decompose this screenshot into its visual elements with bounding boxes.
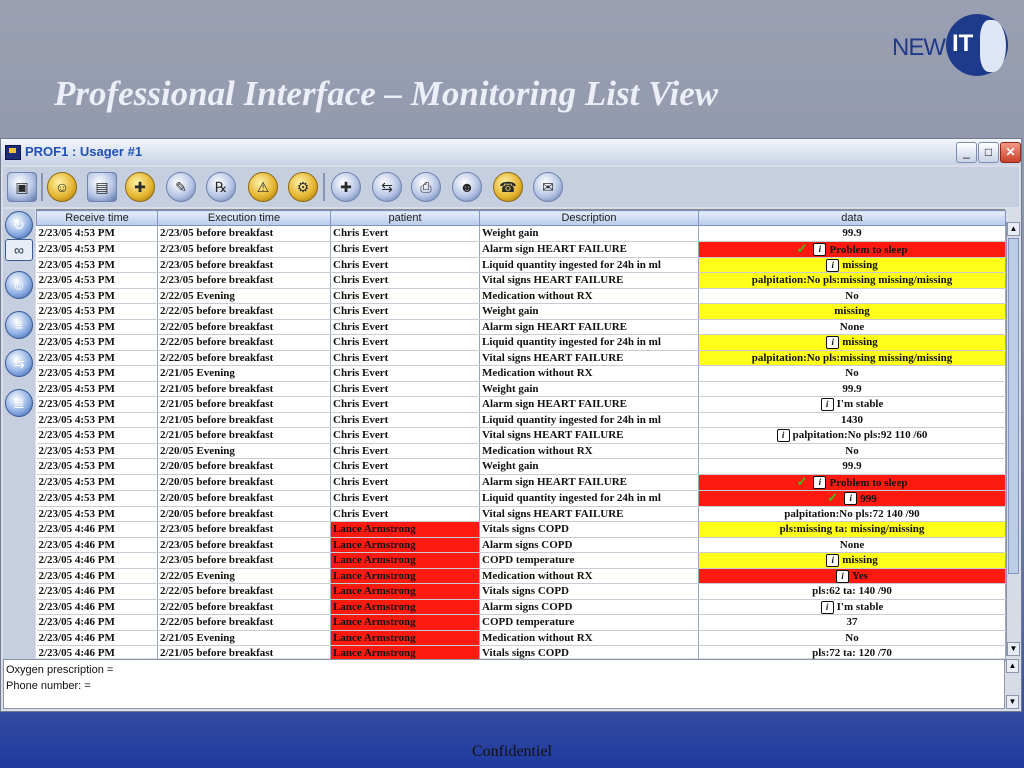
data-value: missing [842, 336, 878, 349]
description-cell: Medication without RX [480, 366, 699, 382]
description-cell: Alarm signs COPD [480, 599, 699, 615]
prescription-icon[interactable]: ℞ [206, 172, 236, 202]
patient-cell: Chris Evert [331, 412, 480, 428]
receive-time-cell: 2/23/05 4:46 PM [37, 553, 158, 569]
data-value: pls:missing ta: missing/missing [779, 523, 925, 536]
data-cell [699, 335, 1006, 351]
table-row[interactable] [37, 584, 1006, 600]
table-row[interactable] [37, 304, 1006, 320]
receive-time-cell: 2/23/05 4:46 PM [37, 584, 158, 600]
patient-cell: Chris Evert [331, 459, 480, 475]
oxygen-prescription-line: Oxygen prescription = [6, 664, 114, 676]
execution-time-cell: 2/21/05 before breakfast [158, 397, 331, 413]
execution-time-cell: 2/23/05 before breakfast [158, 553, 331, 569]
execution-time-cell: 2/20/05 Evening [158, 443, 331, 459]
injection-icon[interactable]: ✎ [166, 172, 196, 202]
patient-cell: Chris Evert [331, 304, 480, 320]
data-value: None [839, 538, 865, 551]
receive-time-cell: 2/23/05 4:53 PM [37, 443, 158, 459]
table-row[interactable] [37, 226, 1006, 242]
scroll-up-icon[interactable]: ▲ [1006, 659, 1019, 673]
execution-time-cell: 2/22/05 before breakfast [158, 584, 331, 600]
receive-time-cell: 2/23/05 4:46 PM [37, 522, 158, 538]
table-row[interactable] [37, 257, 1006, 273]
table-row[interactable] [37, 288, 1006, 304]
description-cell: Alarm signs COPD [480, 537, 699, 553]
window-titlebar[interactable] [1, 139, 1021, 165]
data-value: missing [842, 258, 878, 271]
execution-time-cell: 2/21/05 before breakfast [158, 381, 331, 397]
maximize-button[interactable]: □ [978, 142, 999, 163]
table-row[interactable] [37, 366, 1006, 382]
patient-cell: Lance Armstrong [331, 599, 480, 615]
data-cell [699, 288, 1006, 304]
toolbar-separator [41, 173, 43, 201]
logo-mark: IT [952, 30, 974, 57]
execution-time-cell: 2/21/05 before breakfast [158, 646, 331, 662]
execution-time-cell: 2/21/05 Evening [158, 630, 331, 646]
receive-time-cell: 2/23/05 4:53 PM [37, 304, 158, 320]
table-row[interactable] [37, 443, 1006, 459]
data-value: 37 [846, 616, 858, 629]
data-value: No [845, 631, 859, 644]
info-icon[interactable]: i [821, 398, 834, 411]
table-row[interactable] [37, 350, 1006, 366]
close-button[interactable]: ✕ [1000, 142, 1021, 163]
receive-time-cell: 2/23/05 4:46 PM [37, 599, 158, 615]
printer-icon[interactable]: ⎙ [411, 172, 441, 202]
description-cell: Alarm sign HEART FAILURE [480, 474, 699, 490]
data-cell [699, 366, 1006, 382]
data-value: No [845, 289, 859, 302]
scroll-thumb[interactable] [1008, 238, 1019, 574]
receive-time-cell: 2/23/05 4:53 PM [37, 273, 158, 289]
patient-cell: Chris Evert [331, 474, 480, 490]
receive-time-cell: 2/23/05 4:53 PM [37, 412, 158, 428]
info-icon[interactable]: i [836, 570, 849, 583]
data-cell [699, 381, 1006, 397]
data-value: 999 [860, 492, 877, 505]
data-cell [699, 568, 1006, 584]
receive-time-cell: 2/23/05 4:53 PM [37, 241, 158, 257]
execution-time-cell: 2/23/05 before breakfast [158, 537, 331, 553]
execution-time-cell: 2/20/05 before breakfast [158, 459, 331, 475]
patient-cell: Chris Evert [331, 366, 480, 382]
receive-time-cell: 2/23/05 4:53 PM [37, 381, 158, 397]
app-icon [5, 145, 21, 160]
column-header-patient[interactable]: patient [331, 211, 480, 226]
users-icon[interactable]: ☻ [452, 172, 482, 202]
execution-time-cell: 2/22/05 before breakfast [158, 350, 331, 366]
patient-cell: Lance Armstrong [331, 568, 480, 584]
detail-scrollbar[interactable] [1006, 659, 1020, 709]
clipboard-icon[interactable]: ▤ [87, 172, 117, 202]
doctor-icon[interactable]: ☺ [47, 172, 77, 202]
receive-time-cell: 2/23/05 4:46 PM [37, 568, 158, 584]
patient-cell: Chris Evert [331, 381, 480, 397]
patient-cell: Lance Armstrong [331, 646, 480, 662]
execution-time-cell: 2/22/05 before breakfast [158, 615, 331, 631]
data-value: Yes [852, 569, 868, 582]
execution-time-cell: 2/22/05 Evening [158, 568, 331, 584]
column-header-receive-time[interactable]: Receive time [37, 211, 158, 226]
patient-cell: Lance Armstrong [331, 630, 480, 646]
patient-cell: Chris Evert [331, 288, 480, 304]
minimize-button[interactable]: _ [956, 142, 977, 163]
description-cell: Vitals signs COPD [480, 646, 699, 662]
execution-time-cell: 2/23/05 before breakfast [158, 522, 331, 538]
info-icon[interactable]: i [813, 476, 826, 489]
patient-cell: Chris Evert [331, 397, 480, 413]
table-row[interactable] [37, 522, 1006, 538]
description-cell: Weight gain [480, 226, 699, 242]
data-cell [699, 226, 1006, 242]
execution-time-cell: 2/21/05 before breakfast [158, 412, 331, 428]
scroll-down-icon[interactable]: ▼ [1006, 695, 1019, 709]
data-cell [699, 506, 1006, 522]
description-cell: Vital signs HEART FAILURE [480, 350, 699, 366]
data-value: Problem to sleep [829, 476, 908, 489]
description-cell: Weight gain [480, 381, 699, 397]
toolbar [3, 167, 1019, 207]
data-value: palpitation:No pls:missing missing/missing [751, 351, 953, 364]
patient-cell: Chris Evert [331, 490, 480, 506]
hospital-icon[interactable]: ✚ [331, 172, 361, 202]
data-cell [699, 257, 1006, 273]
logo-word: NEW [892, 34, 945, 61]
description-cell: Vitals signs COPD [480, 584, 699, 600]
receive-time-cell: 2/23/05 4:53 PM [37, 288, 158, 304]
scroll-up-icon[interactable]: ▲ [1007, 222, 1020, 236]
receive-time-cell: 2/23/05 4:46 PM [37, 537, 158, 553]
execution-time-cell: 2/23/05 before breakfast [158, 273, 331, 289]
network-icon[interactable]: ⇆ [372, 172, 402, 202]
table-row[interactable] [37, 568, 1006, 584]
description-cell: Medication without RX [480, 443, 699, 459]
data-value: I'm stable [836, 398, 884, 411]
info-icon[interactable]: i [813, 243, 826, 256]
patient-cell: Chris Evert [331, 428, 480, 444]
data-value: No [845, 367, 859, 380]
execution-time-cell: 2/22/05 before breakfast [158, 335, 331, 351]
description-cell: Alarm sign HEART FAILURE [480, 319, 699, 335]
data-cell [699, 490, 1006, 506]
patient-cell: Chris Evert [331, 350, 480, 366]
data-cell [699, 273, 1006, 289]
stack-icon[interactable]: ≣ [5, 389, 33, 417]
receive-time-cell: 2/23/05 4:53 PM [37, 366, 158, 382]
column-header-execution-time[interactable]: Execution time [158, 211, 331, 226]
refresh-icon[interactable]: ↻ [5, 211, 33, 239]
receive-time-cell: 2/23/05 4:46 PM [37, 615, 158, 631]
data-cell [699, 319, 1006, 335]
data-value: No [845, 444, 859, 457]
patient-cell: Chris Evert [331, 506, 480, 522]
description-cell: Liquid quantity ingested for 24h in ml [480, 490, 699, 506]
nurse-icon[interactable]: ✚ [125, 172, 155, 202]
table-row[interactable] [37, 335, 1006, 351]
column-header-data[interactable]: data [699, 211, 1006, 226]
toolbar-separator [323, 173, 325, 201]
column-header-description[interactable]: Description [480, 211, 699, 226]
receive-time-cell: 2/23/05 4:46 PM [37, 630, 158, 646]
receive-time-cell: 2/23/05 4:46 PM [37, 646, 158, 662]
table-row[interactable] [37, 241, 1006, 257]
execution-time-cell: 2/20/05 before breakfast [158, 490, 331, 506]
patient-cell: Lance Armstrong [331, 522, 480, 538]
info-icon[interactable]: i [826, 336, 839, 349]
data-value: palpitation:No pls:92 110 /60 [792, 429, 928, 442]
receive-time-cell: 2/23/05 4:53 PM [37, 226, 158, 242]
description-cell: Vital signs HEART FAILURE [480, 506, 699, 522]
receive-time-cell: 2/23/05 4:53 PM [37, 459, 158, 475]
data-value: missing [834, 305, 870, 318]
data-value: palpitation:No pls:missing missing/missing [751, 274, 953, 287]
data-cell [699, 397, 1006, 413]
table-row[interactable] [37, 319, 1006, 335]
data-cell [699, 304, 1006, 320]
description-cell: COPD temperature [480, 615, 699, 631]
info-icon[interactable]: i [777, 429, 790, 442]
sidebar [3, 209, 35, 709]
data-value: None [839, 320, 865, 333]
nurse-settings-icon[interactable]: ⚙ [288, 172, 318, 202]
monitoring-table [36, 209, 1005, 658]
data-cell [699, 584, 1006, 600]
patient-cell: Chris Evert [331, 226, 480, 242]
info-icon[interactable]: i [826, 554, 839, 567]
table-row[interactable] [37, 630, 1006, 646]
patient-cell: Lance Armstrong [331, 615, 480, 631]
table-body [37, 226, 1006, 662]
data-value: 99.9 [842, 460, 862, 473]
data-value: palpitation:No pls:72 140 /90 [784, 507, 920, 520]
patient-cell: Chris Evert [331, 319, 480, 335]
execution-time-cell: 2/20/05 before breakfast [158, 474, 331, 490]
patient-cell: Lance Armstrong [331, 553, 480, 569]
table-row[interactable] [37, 615, 1006, 631]
app-window [0, 138, 1022, 712]
description-cell: Medication without RX [480, 288, 699, 304]
table-row[interactable] [37, 506, 1006, 522]
data-value: 99.9 [842, 227, 862, 240]
notes-icon[interactable]: ≡ [5, 311, 33, 339]
data-value: I'm stable [836, 600, 884, 613]
receive-time-cell: 2/23/05 4:53 PM [37, 490, 158, 506]
slide-title: Professional Interface – Monitoring List View [54, 74, 719, 113]
description-cell: Medication without RX [480, 630, 699, 646]
data-cell [699, 459, 1006, 475]
table-row[interactable] [37, 273, 1006, 289]
data-cell [699, 522, 1006, 538]
data-cell [699, 350, 1006, 366]
execution-time-cell: 2/21/05 Evening [158, 366, 331, 382]
patient-cell: Chris Evert [331, 241, 480, 257]
description-cell: Vital signs HEART FAILURE [480, 428, 699, 444]
data-value: 99.9 [842, 382, 862, 395]
description-cell: Weight gain [480, 459, 699, 475]
phone-number-line: Phone number: = [6, 680, 91, 692]
description-cell: Alarm sign HEART FAILURE [480, 397, 699, 413]
table-row[interactable] [37, 599, 1006, 615]
receive-time-cell: 2/23/05 4:53 PM [37, 397, 158, 413]
table-row[interactable] [37, 381, 1006, 397]
table-scrollbar[interactable] [1006, 222, 1021, 656]
table-header [37, 211, 1006, 226]
data-cell [699, 241, 1006, 257]
receive-time-cell: 2/23/05 4:53 PM [37, 319, 158, 335]
receive-time-cell: 2/23/05 4:53 PM [37, 335, 158, 351]
table-row[interactable] [37, 428, 1006, 444]
table-row[interactable] [37, 459, 1006, 475]
receive-time-cell: 2/23/05 4:53 PM [37, 506, 158, 522]
receive-time-cell: 2/23/05 4:53 PM [37, 474, 158, 490]
patient-cell: Chris Evert [331, 443, 480, 459]
footer-label: Confidentiel [472, 743, 552, 760]
receive-time-cell: 2/23/05 4:53 PM [37, 257, 158, 273]
data-cell [699, 428, 1006, 444]
description-cell: Vitals signs COPD [480, 522, 699, 538]
data-cell [699, 412, 1006, 428]
user-icon[interactable]: ☺ [5, 271, 33, 299]
checkmark-icon: ✓ [796, 474, 808, 489]
window-icon[interactable]: ▣ [7, 172, 37, 202]
execution-time-cell: 2/22/05 before breakfast [158, 304, 331, 320]
data-cell [699, 443, 1006, 459]
glasses-icon[interactable]: ∞ [5, 239, 33, 261]
description-cell: Liquid quantity ingested for 24h in ml [480, 257, 699, 273]
patient-cell: Chris Evert [331, 257, 480, 273]
table-row[interactable] [37, 553, 1006, 569]
checkmark-icon: ✓ [796, 241, 808, 256]
data-value: 1430 [841, 413, 863, 426]
data-value: Problem to sleep [829, 243, 908, 256]
data-cell [699, 630, 1006, 646]
table-row[interactable] [37, 397, 1006, 413]
data-value: missing [842, 554, 878, 567]
execution-time-cell: 2/22/05 before breakfast [158, 599, 331, 615]
table-row[interactable] [37, 412, 1006, 428]
info-icon[interactable]: i [826, 259, 839, 272]
patient-detail-panel [3, 659, 1005, 709]
description-cell: COPD temperature [480, 553, 699, 569]
newit-logo [888, 14, 1010, 78]
execution-time-cell: 2/20/05 before breakfast [158, 506, 331, 522]
checkmark-icon: ✓ [827, 490, 839, 505]
data-value: pls:72 ta: 120 /70 [812, 647, 892, 660]
message-icon[interactable]: ✉ [533, 172, 563, 202]
info-icon[interactable]: i [821, 601, 834, 614]
execution-time-cell: 2/22/05 Evening [158, 288, 331, 304]
table-row[interactable] [37, 490, 1006, 506]
description-cell: Alarm sign HEART FAILURE [480, 241, 699, 257]
description-cell: Liquid quantity ingested for 24h in ml [480, 335, 699, 351]
data-cell [699, 474, 1006, 490]
table-row[interactable] [37, 537, 1006, 553]
data-cell [699, 615, 1006, 631]
execution-time-cell: 2/23/05 before breakfast [158, 226, 331, 242]
table-row[interactable] [37, 474, 1006, 490]
execution-time-cell: 2/23/05 before breakfast [158, 241, 331, 257]
description-cell: Liquid quantity ingested for 24h in ml [480, 412, 699, 428]
data-cell [699, 599, 1006, 615]
window-title: PROF1 : Usager #1 [25, 144, 143, 159]
contact-icon[interactable]: ☎ [493, 172, 523, 202]
execution-time-cell: 2/22/05 before breakfast [158, 319, 331, 335]
data-value: pls:62 ta: 140 /90 [812, 585, 892, 598]
data-cell [699, 553, 1006, 569]
patient-cell: Lance Armstrong [331, 537, 480, 553]
description-cell: Weight gain [480, 304, 699, 320]
network-icon[interactable]: ⇆ [5, 349, 33, 377]
receive-time-cell: 2/23/05 4:53 PM [37, 428, 158, 444]
patient-cell: Chris Evert [331, 273, 480, 289]
patient-cell: Chris Evert [331, 335, 480, 351]
alert-nurse-icon[interactable]: ⚠ [248, 172, 278, 202]
description-cell: Medication without RX [480, 568, 699, 584]
logo-face [980, 20, 1006, 72]
scroll-down-icon[interactable]: ▼ [1007, 642, 1020, 656]
description-cell: Vital signs HEART FAILURE [480, 273, 699, 289]
execution-time-cell: 2/23/05 before breakfast [158, 257, 331, 273]
data-cell [699, 537, 1006, 553]
info-icon[interactable]: i [844, 492, 857, 505]
patient-cell: Lance Armstrong [331, 584, 480, 600]
execution-time-cell: 2/21/05 before breakfast [158, 428, 331, 444]
receive-time-cell: 2/23/05 4:53 PM [37, 350, 158, 366]
